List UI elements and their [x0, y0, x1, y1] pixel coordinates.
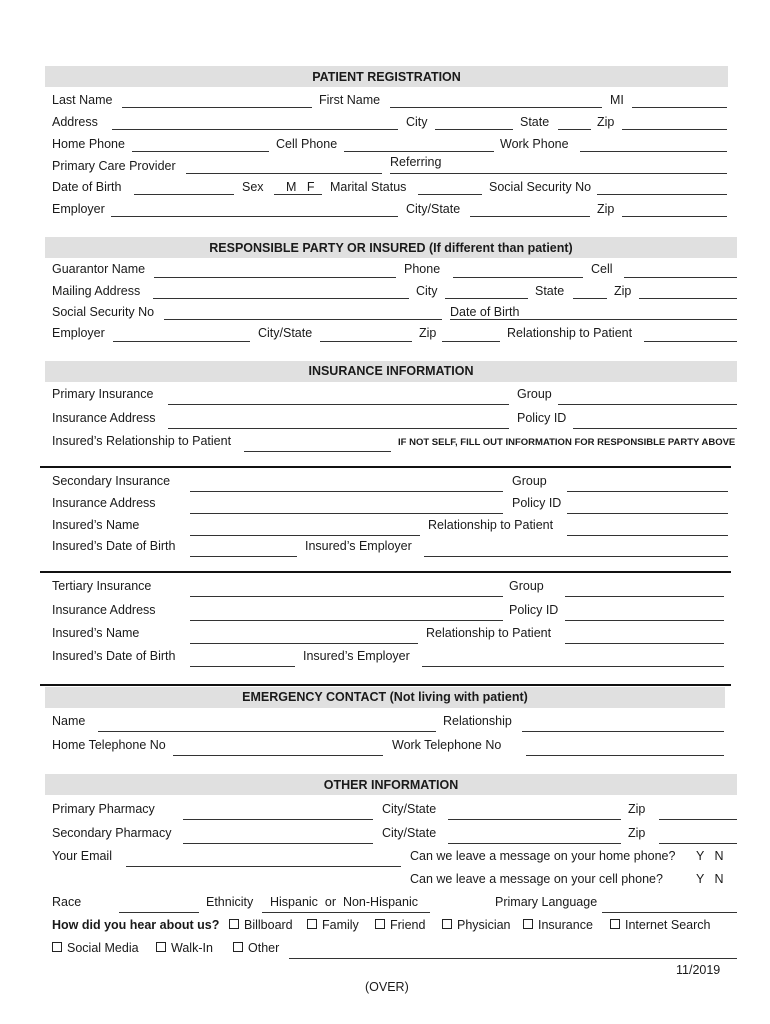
primary-pharmacy-label: Primary Pharmacy: [52, 802, 155, 816]
tertiary-insured-name-field[interactable]: [190, 643, 418, 644]
insurance-header: [45, 361, 737, 382]
home-message-question: Can we leave a message on your home phone?: [410, 849, 676, 863]
rp-phone-field[interactable]: [453, 277, 583, 278]
insured-relationship-field[interactable]: [244, 451, 391, 452]
option-insurance[interactable]: Insurance: [523, 918, 593, 933]
secondary-policy-field[interactable]: [567, 513, 728, 514]
work-phone-field[interactable]: [580, 151, 727, 152]
rp-city-state-label: City/State: [258, 326, 313, 340]
pharmacy2-zip-field[interactable]: [659, 843, 737, 844]
primary-group-field[interactable]: [558, 404, 737, 405]
tertiary-employer-label: Insured’s Employer: [303, 649, 410, 663]
insured-relationship-label: Insured’s Relationship to Patient: [52, 434, 232, 448]
home-phone-label: Home Phone: [52, 137, 125, 151]
mi-label: MI: [610, 93, 624, 107]
tertiary-address-field[interactable]: [190, 620, 503, 621]
secondary-insurance-field[interactable]: [190, 491, 503, 492]
primary-policy-label: Policy ID: [517, 411, 567, 425]
pharmacy1-zip-field[interactable]: [659, 819, 737, 820]
employer-city-state-field[interactable]: [470, 216, 590, 217]
tertiary-dob-label: Insured’s Date of Birth: [52, 649, 176, 663]
ssn-label: Social Security No: [489, 180, 592, 194]
ethnicity-field[interactable]: [262, 912, 430, 913]
zip-label: Zip: [597, 115, 615, 129]
secondary-group-label: Group: [512, 474, 547, 488]
rp-employer-label: Employer: [52, 326, 105, 340]
secondary-group-field[interactable]: [567, 491, 728, 492]
ec-name-field[interactable]: [98, 731, 436, 732]
tertiary-insured-name-label: Insured’s Name: [52, 626, 140, 640]
ec-home-phone-field[interactable]: [173, 755, 383, 756]
tertiary-insurance-field[interactable]: [190, 596, 503, 597]
insurance-note: IF NOT SELF, FILL OUT INFORMATION FOR RESPONSIBLE PARTY ABOVE: [398, 437, 736, 448]
rp-ssn-label: Social Security No: [52, 305, 155, 319]
sex-field[interactable]: [274, 194, 322, 195]
divider: [40, 466, 731, 468]
section-title: PATIENT REGISTRATION: [312, 70, 461, 84]
tertiary-policy-field[interactable]: [565, 620, 724, 621]
state-label: State: [520, 115, 550, 129]
primary-care-field[interactable]: [186, 173, 382, 174]
option-friend[interactable]: Friend: [375, 918, 425, 933]
rp-relationship-field[interactable]: [644, 341, 737, 342]
responsible-party-header: [45, 237, 737, 258]
rp-city-field[interactable]: [445, 298, 528, 299]
secondary-dob-field[interactable]: [190, 556, 297, 557]
secondary-insured-name-label: Insured’s Name: [52, 518, 140, 532]
checkbox-icon[interactable]: [307, 919, 317, 929]
emergency-contact-header: [45, 687, 725, 708]
dob-field[interactable]: [134, 194, 234, 195]
checkbox-icon[interactable]: [156, 942, 166, 952]
pharmacy2-zip-label: Zip: [628, 826, 646, 840]
secondary-address-label: Insurance Address: [52, 496, 156, 510]
primary-ins-address-field[interactable]: [168, 428, 509, 429]
secondary-relationship-field[interactable]: [567, 535, 728, 536]
option-walk-in[interactable]: Walk-In: [156, 941, 213, 956]
pharmacy1-city-state-label: City/State: [382, 802, 437, 816]
dob-label: Date of Birth: [52, 180, 122, 194]
revision-date: 11/2019: [676, 963, 721, 977]
patient-registration-header: [45, 66, 728, 87]
cell-phone-field[interactable]: [344, 151, 494, 152]
marital-status-field[interactable]: [418, 194, 482, 195]
tertiary-group-field[interactable]: [565, 596, 724, 597]
secondary-pharmacy-label: Secondary Pharmacy: [52, 826, 172, 840]
option-internet-search[interactable]: Internet Search: [610, 918, 710, 933]
section-title: INSURANCE INFORMATION: [308, 364, 474, 378]
mailing-address-field[interactable]: [153, 298, 409, 299]
option-family[interactable]: Family: [307, 918, 359, 933]
pharmacy1-zip-label: Zip: [628, 802, 646, 816]
employer-zip-label: Zip: [597, 202, 615, 216]
guarantor-label: Guarantor Name: [52, 262, 146, 276]
divider: [40, 571, 731, 573]
checkbox-icon[interactable]: [610, 919, 620, 929]
secondary-pharmacy-field[interactable]: [183, 843, 373, 844]
option-social-media[interactable]: Social Media: [52, 941, 139, 956]
referring-field[interactable]: [390, 173, 727, 174]
checkbox-icon[interactable]: [52, 942, 62, 952]
primary-insurance-label: Primary Insurance: [52, 387, 154, 401]
ssn-field[interactable]: [597, 194, 727, 195]
pharmacy2-city-state-label: City/State: [382, 826, 437, 840]
over-note: (OVER): [365, 980, 409, 994]
primary-group-label: Group: [517, 387, 552, 401]
checkbox-icon[interactable]: [233, 942, 243, 952]
option-other[interactable]: Other: [233, 941, 279, 956]
primary-language-field[interactable]: [602, 912, 737, 913]
checkbox-icon[interactable]: [442, 919, 452, 929]
tertiary-relationship-label: Relationship to Patient: [426, 626, 552, 640]
rp-relationship-label: Relationship to Patient: [507, 326, 633, 340]
rp-dob-label: Date of Birth: [450, 305, 520, 319]
other-source-field[interactable]: [289, 958, 737, 959]
primary-insurance-field[interactable]: [168, 404, 509, 405]
rp-cell-label: Cell: [591, 262, 613, 276]
rp-zip-field[interactable]: [639, 298, 737, 299]
employer-label: Employer: [52, 202, 105, 216]
ec-work-phone-field[interactable]: [526, 755, 724, 756]
primary-policy-field[interactable]: [573, 428, 737, 429]
secondary-insured-name-field[interactable]: [190, 535, 420, 536]
ec-home-phone-label: Home Telephone No: [52, 738, 166, 752]
email-field[interactable]: [126, 866, 401, 867]
rp-city-state-field[interactable]: [320, 341, 412, 342]
ethnicity-label: Ethnicity: [206, 895, 254, 909]
secondary-employer-label: Insured’s Employer: [305, 539, 412, 553]
rp-zip2-label: Zip: [419, 326, 437, 340]
ec-name-label: Name: [52, 714, 86, 728]
checkbox-icon[interactable]: [229, 919, 239, 929]
first-name-label: First Name: [319, 93, 381, 107]
employer-zip-field[interactable]: [622, 216, 727, 217]
ec-relationship-label: Relationship: [443, 714, 512, 728]
pharmacy1-city-state-field[interactable]: [448, 819, 621, 820]
referring-label: Referring: [390, 155, 442, 169]
section-title: RESPONSIBLE PARTY OR INSURED (If different than patient): [209, 241, 573, 255]
marital-status-label: Marital Status: [330, 180, 407, 194]
last-name-label: Last Name: [52, 93, 113, 107]
other-information-header: [45, 774, 737, 795]
mi-field[interactable]: [632, 107, 727, 108]
rp-zip2-field[interactable]: [442, 341, 500, 342]
address-field[interactable]: [112, 129, 398, 130]
home-phone-field[interactable]: [132, 151, 269, 152]
rp-state-label: State: [535, 284, 565, 298]
option-physician[interactable]: Physician: [442, 918, 511, 933]
checkbox-icon[interactable]: [523, 919, 533, 929]
cell-message-yn[interactable]: Y N: [696, 872, 724, 886]
rp-state-field[interactable]: [573, 298, 607, 299]
city-label: City: [406, 115, 428, 129]
divider: [40, 684, 731, 686]
zip-field[interactable]: [622, 129, 727, 130]
tertiary-insurance-label: Tertiary Insurance: [52, 579, 152, 593]
cell-phone-label: Cell Phone: [276, 137, 338, 151]
sex-label: Sex: [242, 180, 264, 194]
tertiary-employer-field[interactable]: [422, 666, 724, 667]
secondary-policy-label: Policy ID: [512, 496, 562, 510]
primary-pharmacy-field[interactable]: [183, 819, 373, 820]
ec-work-phone-label: Work Telephone No: [392, 738, 502, 752]
tertiary-relationship-field[interactable]: [565, 643, 724, 644]
email-label: Your Email: [52, 849, 112, 863]
primary-language-label: Primary Language: [495, 895, 598, 909]
pharmacy2-city-state-field[interactable]: [448, 843, 621, 844]
rp-dob-field[interactable]: [450, 319, 737, 320]
address-label: Address: [52, 115, 98, 129]
last-name-field[interactable]: [122, 107, 312, 108]
state-field[interactable]: [558, 129, 591, 130]
section-title: EMERGENCY CONTACT (Not living with patient): [242, 690, 528, 704]
how-heard-label: How did you hear about us?: [52, 918, 220, 932]
employer-field[interactable]: [111, 216, 398, 217]
secondary-dob-label: Insured’s Date of Birth: [52, 539, 176, 553]
sex-options[interactable]: M F: [286, 180, 315, 194]
option-billboard[interactable]: Billboard: [229, 918, 293, 933]
rp-cell-field[interactable]: [624, 277, 737, 278]
ec-relationship-field[interactable]: [522, 731, 724, 732]
rp-phone-label: Phone: [404, 262, 441, 276]
home-message-yn[interactable]: Y N: [696, 849, 724, 863]
city-field[interactable]: [435, 129, 513, 130]
secondary-employer-field[interactable]: [424, 556, 728, 557]
mailing-address-label: Mailing Address: [52, 284, 141, 298]
cell-message-question: Can we leave a message on your cell phone?: [410, 872, 663, 886]
rp-ssn-field[interactable]: [164, 319, 442, 320]
primary-ins-address-label: Insurance Address: [52, 411, 156, 425]
tertiary-address-label: Insurance Address: [52, 603, 156, 617]
primary-care-label: Primary Care Provider: [52, 159, 176, 173]
first-name-field[interactable]: [390, 107, 602, 108]
rp-employer-field[interactable]: [113, 341, 250, 342]
secondary-relationship-label: Relationship to Patient: [428, 518, 554, 532]
section-title: OTHER INFORMATION: [323, 778, 459, 792]
tertiary-policy-label: Policy ID: [509, 603, 559, 617]
secondary-address-field[interactable]: [190, 513, 503, 514]
secondary-insurance-label: Secondary Insurance: [52, 474, 171, 488]
race-field[interactable]: [119, 912, 199, 913]
work-phone-label: Work Phone: [500, 137, 569, 151]
ethnicity-options[interactable]: Hispanic or Non-Hispanic: [270, 895, 418, 909]
tertiary-group-label: Group: [509, 579, 544, 593]
rp-city-label: City: [416, 284, 438, 298]
checkbox-icon[interactable]: [375, 919, 385, 929]
race-label: Race: [52, 895, 82, 909]
tertiary-dob-field[interactable]: [190, 666, 295, 667]
employer-city-state-label: City/State: [406, 202, 461, 216]
rp-zip-label: Zip: [614, 284, 632, 298]
guarantor-field[interactable]: [154, 277, 396, 278]
